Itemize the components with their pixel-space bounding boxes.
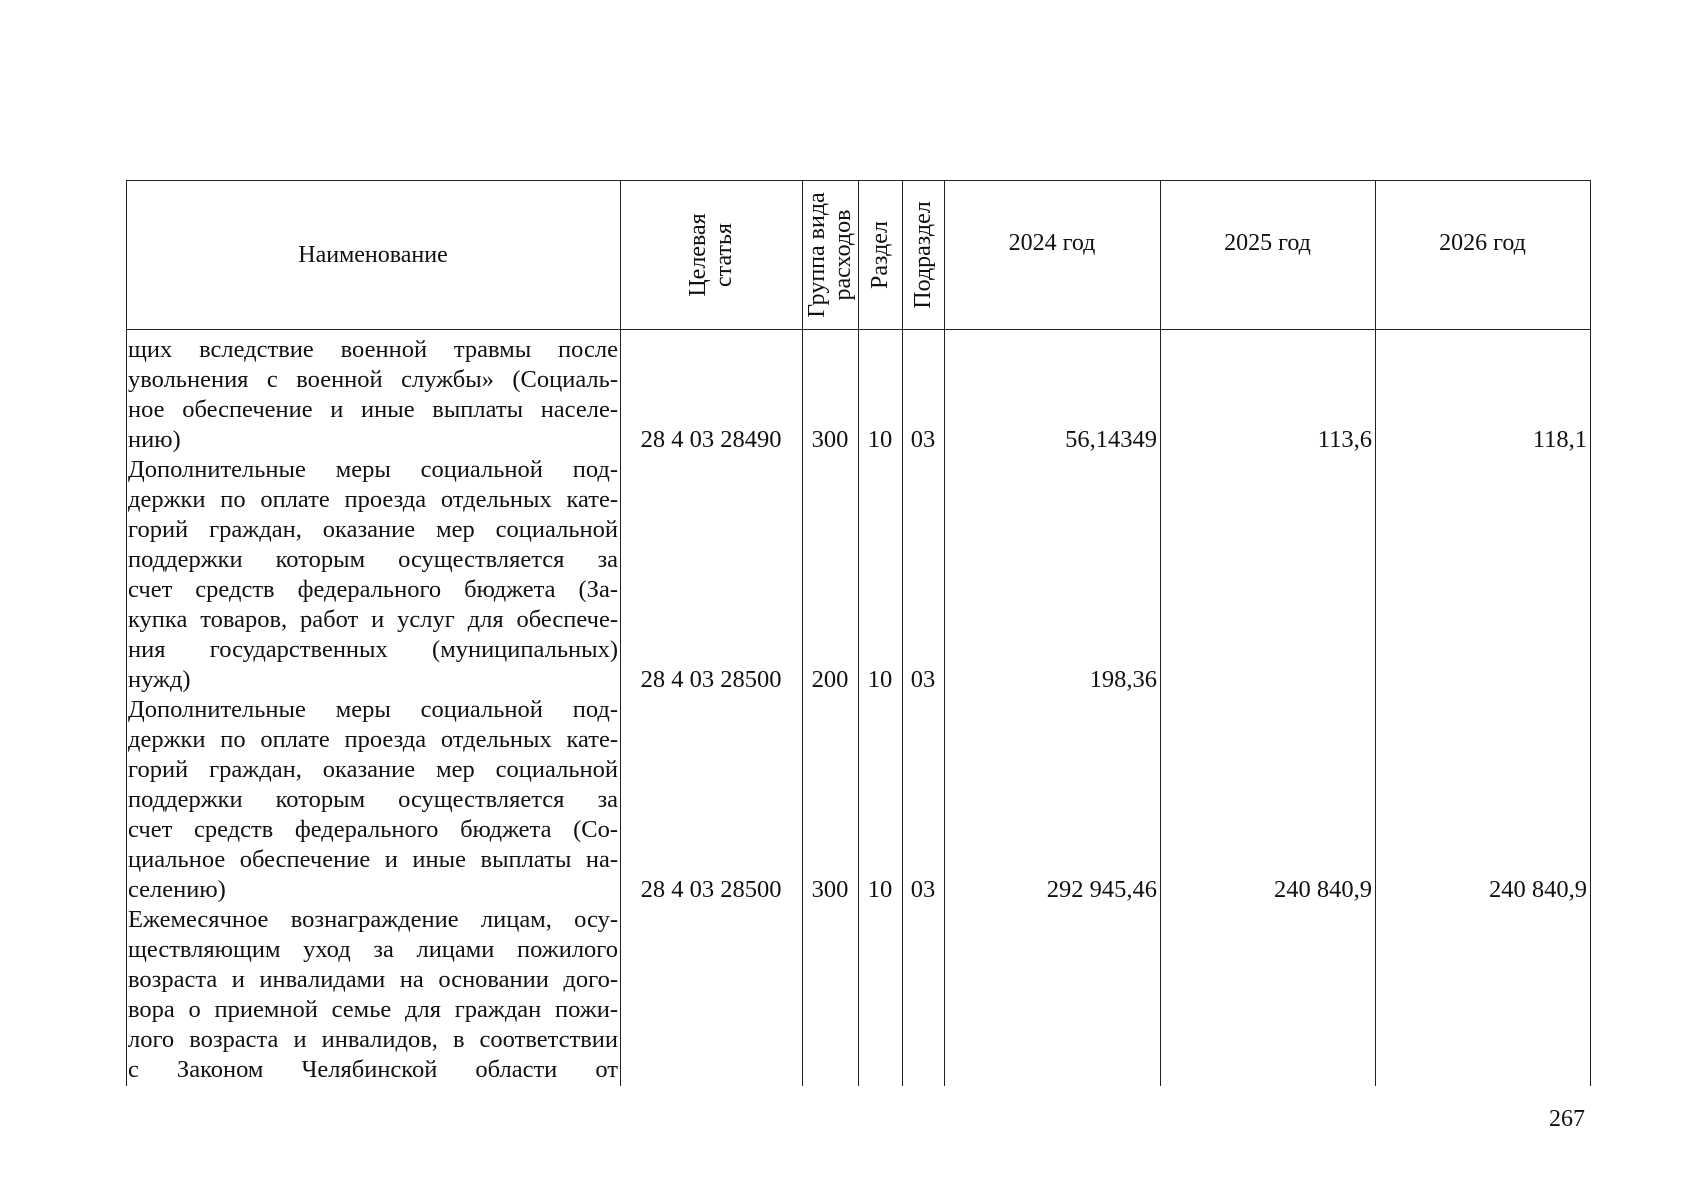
row-3-target-article: 28 4 03 28500	[640, 876, 782, 903]
row-3-name-line-4: поддержки которым осуществляется за	[128, 786, 618, 813]
header-target-article-line2: статья	[711, 223, 737, 287]
row-4-name-line-2: ществляющим уход за лицами пожилого	[128, 936, 618, 963]
row-3-2024: 292 945,46	[1046, 876, 1157, 903]
row-2-name-line-1: Дополнительные меры социальной под-	[128, 456, 618, 483]
row-4-name-line-3: возраста и инвалидами на основании дого-	[128, 966, 618, 993]
row-2-section: 10	[867, 666, 893, 693]
row-1-name-line-3: ное обеспечение и иные выплаты населе-	[128, 396, 618, 423]
row-3-name-line-5: счет средств федерального бюджета (Со-	[128, 816, 618, 843]
row-1-name-line-1: щих вследствие военной травмы после	[128, 336, 618, 363]
row-4-name-line-5: лого возраста и инвалидов, в соответствии	[128, 1026, 618, 1053]
row-2-name-line-4: поддержки которым осуществляется за	[128, 546, 618, 573]
row-2-target-article: 28 4 03 28500	[640, 666, 782, 693]
row-3-2025: 240 840,9	[1274, 876, 1372, 903]
col-border-left	[126, 180, 127, 1086]
header-subsection: Подраздел	[910, 201, 936, 309]
header-expense-group	[804, 192, 856, 317]
col-border-target	[802, 180, 803, 1086]
row-1-name-line-2: увольнения с военной службы» (Социаль-	[128, 366, 618, 393]
row-3-name-line-6: циальное обеспечение и иные выплаты на-	[128, 846, 618, 873]
row-3-name-line-7: селению)	[128, 876, 226, 903]
header-target-article-line1: Целевая	[685, 213, 711, 297]
row-4-name-line-6: с Законом Челябинской области от	[128, 1056, 618, 1083]
table-row-4-name	[128, 905, 618, 1085]
header-expense-group-line1: Группа вида	[804, 192, 830, 318]
header-name: Наименование	[298, 242, 448, 268]
row-3-name-line-1: Дополнительные меры социальной под-	[128, 696, 618, 723]
row-2-2024: 198,36	[1089, 666, 1157, 693]
col-border-2024	[1160, 180, 1161, 1086]
header-2025: 2025 год	[1224, 230, 1311, 256]
row-2-name-line-8: нужд)	[128, 666, 191, 693]
row-1-name-line-4: нию)	[128, 426, 181, 453]
row-3-expense-group: 300	[811, 876, 849, 903]
row-1-2026: 118,1	[1532, 426, 1587, 453]
table-row-1-name	[128, 335, 618, 455]
row-1-expense-group: 300	[811, 426, 849, 453]
header-expense-group-line2: расходов	[830, 209, 856, 301]
row-1-target-article: 28 4 03 28490	[640, 426, 782, 453]
row-2-subsection: 03	[910, 666, 936, 693]
row-3-2026: 240 840,9	[1489, 876, 1587, 903]
header-section: Раздел	[867, 221, 893, 289]
row-3-name-line-2: держки по оплате проезда отдельных кате-	[128, 726, 618, 753]
row-2-name-line-6: купка товаров, работ и услуг для обеспече-	[128, 606, 618, 633]
row-1-subsection: 03	[910, 426, 936, 453]
page-number: 267	[1549, 1106, 1585, 1132]
row-3-subsection: 03	[910, 876, 936, 903]
row-4-name-line-1: Ежемесячное вознаграждение лицам, осу-	[128, 906, 618, 933]
col-border-name	[620, 180, 621, 1086]
row-3-name-line-3: горий граждан, оказание мер социальной	[128, 756, 618, 783]
row-1-2024: 56,14349	[1065, 426, 1157, 453]
row-1-2025: 113,6	[1317, 426, 1372, 453]
header-2026: 2026 год	[1439, 230, 1526, 256]
col-border-group	[858, 180, 859, 1086]
row-1-section: 10	[867, 426, 893, 453]
row-3-section: 10	[867, 876, 893, 903]
row-2-expense-group: 200	[811, 666, 849, 693]
budget-table	[126, 180, 1591, 1086]
col-border-right	[1590, 180, 1591, 1086]
row-2-name-line-5: счет средств федерального бюджета (За-	[128, 576, 618, 603]
col-border-subsection	[944, 180, 945, 1086]
col-border-section	[902, 180, 903, 1086]
header-target-article	[685, 213, 737, 296]
row-2-name-line-3: горий граждан, оказание мер социальной	[128, 516, 618, 543]
row-4-name-line-4: вора о приемной семье для граждан пожи-	[128, 996, 618, 1023]
table-row-3-name	[128, 695, 618, 905]
row-2-name-line-7: ния государственных (муниципальных)	[128, 636, 618, 663]
table-row-2-name	[128, 455, 618, 695]
col-border-2025	[1375, 180, 1376, 1086]
row-2-name-line-2: держки по оплате проезда отдельных кате-	[128, 486, 618, 513]
header-2024: 2024 год	[1008, 230, 1096, 256]
